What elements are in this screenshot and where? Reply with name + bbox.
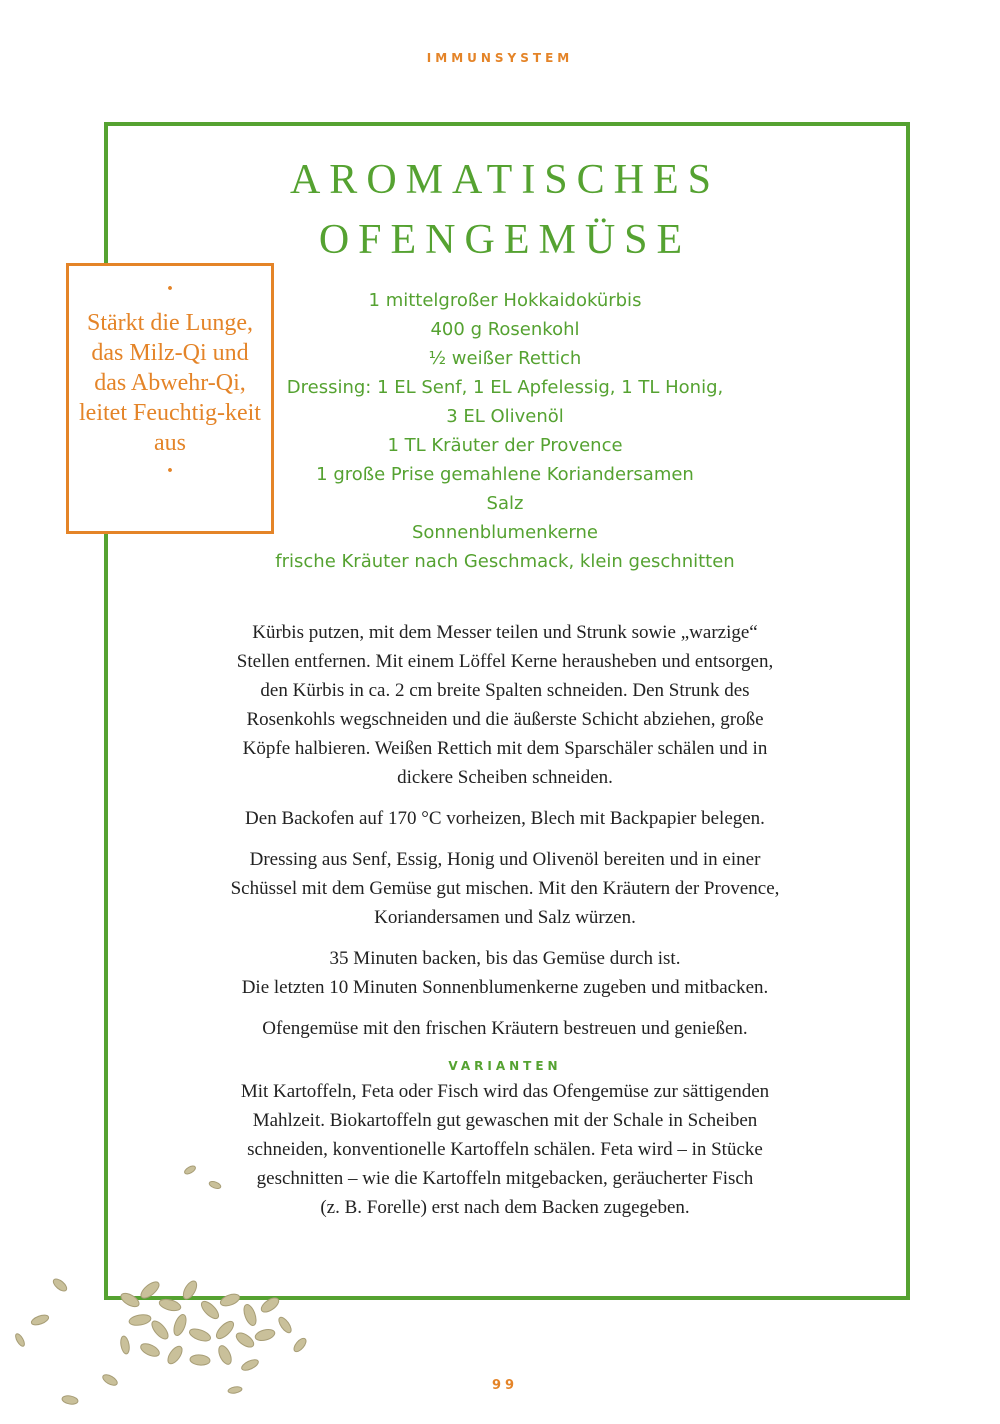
ingredient-item: 1 mittelgroßer Hokkaidokürbis — [368, 290, 642, 311]
ingredient-item: 400 g Rosenkohl — [430, 319, 580, 340]
effects-dot-top: · — [165, 276, 174, 302]
ingredient-item: Sonnenblumenkerne — [411, 522, 598, 543]
title-line-1: AROMATISCHES — [289, 157, 721, 203]
step-paragraph: Kürbis putzen, mit dem Messer teilen und Strunk sowie „warzige“ Stellen entfernen. Mit einem Löffel Kerne herausheben und entsorgen, den Kürbis in ca. 2 cm breite Spalten schneiden. Den Strunk des Rosenkohls wegschneiden und die äußerste Schicht abziehen, große Köpfe halbieren. Weißen Rettich mit dem Sparschäler schälen und in dickere Scheiben schneiden. — [236, 622, 774, 788]
ingredient-item: frische Kräuter nach Geschmack, klein geschnitten — [275, 551, 735, 572]
ingredient-item: 3 EL Olivenöl — [446, 406, 564, 427]
variants-heading: VARIANTEN — [448, 1059, 562, 1073]
title-line-2: OFENGEMÜSE — [318, 217, 692, 263]
ingredient-item: ½ weißer Rettich — [428, 348, 582, 369]
effects-dot-bottom: · — [165, 458, 174, 484]
variants-text: Mit Kartoffeln, Feta oder Fisch wird das Ofengemüse zur sättigenden Mahlzeit. Biokartoffeln gut gewaschen mit der Schale in Scheiben schneiden, konventionelle Kartoffeln schälen. Feta wird – in Stücke geschnitten – wie die Kartoffeln mitgebacken, geräucherter Fisch (z. B. Forelle) erst nach dem Backen zugegeben. — [240, 1081, 770, 1218]
section-header: IMMUNSYSTEM — [426, 51, 574, 65]
ingredient-item: Salz — [486, 493, 524, 514]
step-paragraph: Dressing aus Senf, Essig, Honig und Olivenöl bereiten und in einer Schüssel mit dem Gemüse gut mischen. Mit den Kräutern der Provence, Koriandersamen und Salz würzen. — [230, 849, 780, 928]
page-number: 99 — [491, 1378, 519, 1393]
step-paragraph: 35 Minuten backen, bis das Gemüse durch ist. Die letzten 10 Minuten Sonnenblumenkerne zugeben und mitbacken. — [241, 948, 769, 998]
ingredient-item: 1 TL Kräuter der Provence — [387, 435, 623, 456]
step-paragraph: Ofengemüse mit den frischen Kräutern bestreuen und genießen. — [262, 1018, 748, 1039]
ingredient-item: 1 große Prise gemahlene Koriandersamen — [316, 464, 694, 485]
step-paragraph: Den Backofen auf 170 °C vorheizen, Blech mit Backpapier belegen. — [245, 808, 765, 829]
ingredient-list — [255, 286, 755, 576]
effects-box — [66, 263, 274, 534]
ingredient-item: Dressing: 1 EL Senf, 1 EL Apfelessig, 1 TL Honig, — [286, 377, 724, 398]
recipe-title — [0, 150, 1000, 270]
effects-text: Stärkt die Lunge, das Milz-Qi und das Abwehr-Qi, leitet Feuchtig-keit aus — [79, 310, 261, 456]
